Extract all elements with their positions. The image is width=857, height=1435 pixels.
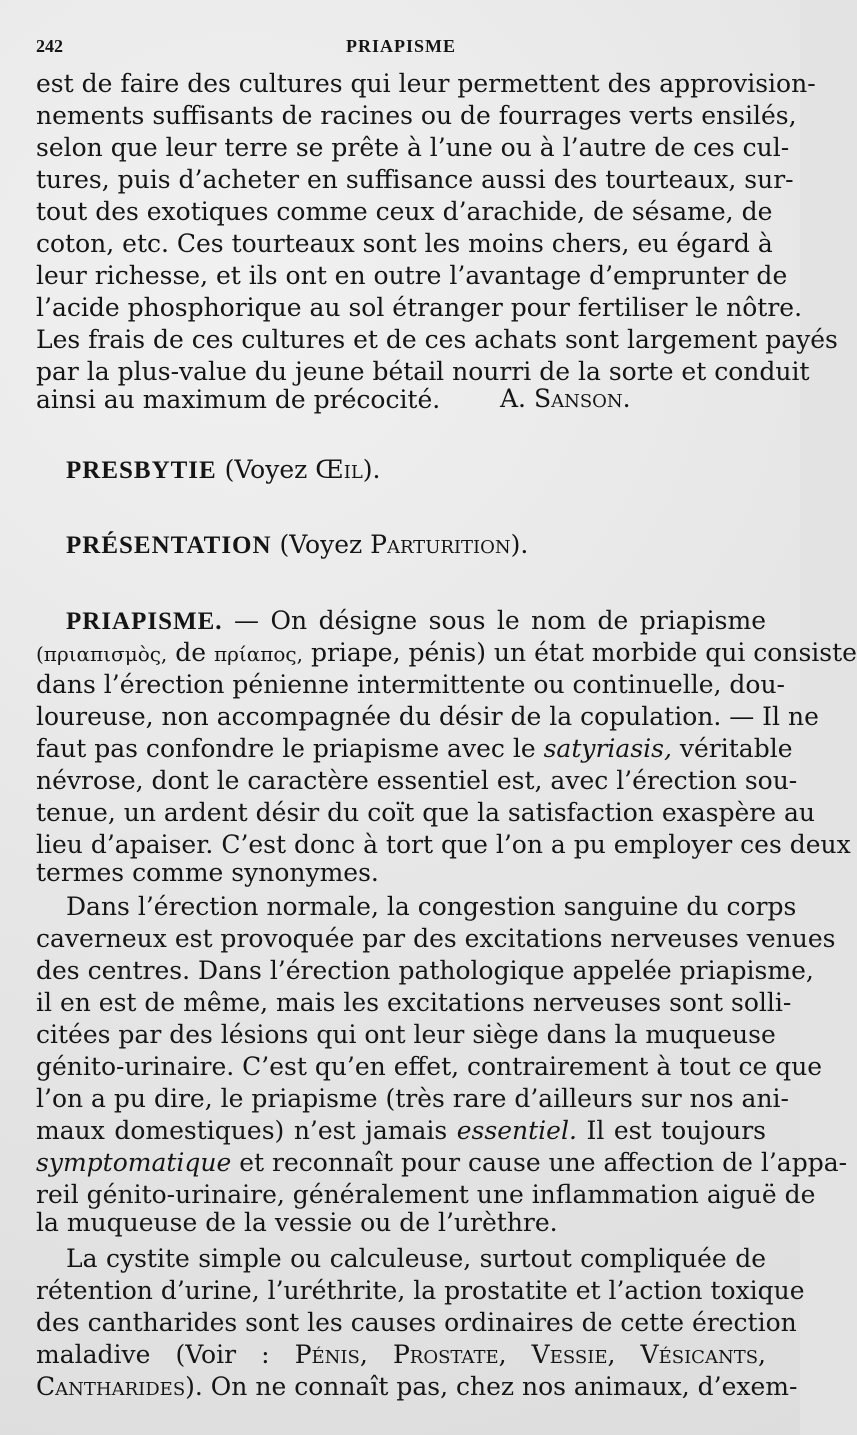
- text-line: génito-urinaire. C’est qu’en effet, contrairement à tout ce que: [36, 1052, 823, 1081]
- text-span: priape, pénis) un état morbide qui consiste: [303, 638, 857, 667]
- text-span: — On désigne sous le nom de priapisme: [222, 606, 766, 635]
- text-span: maladive (Voir :: [36, 1340, 295, 1369]
- greek-term: (πριαπισμὸς,: [36, 642, 168, 666]
- text-line: termes comme synonymes.: [36, 858, 379, 887]
- text-span: véritable: [671, 734, 793, 763]
- text-span: Il est toujours: [576, 1116, 766, 1145]
- italic-term: essentiel.: [456, 1116, 577, 1145]
- text-line: l’acide phosphorique au sol étranger pour fertiliser le nôtre.: [36, 293, 803, 322]
- text-line: lieu d’apaiser. C’est donc à tort que l’on a pu employer ces deux: [36, 830, 851, 859]
- text-line: des centres. Dans l’érection pathologique appelée priapisme,: [36, 956, 814, 985]
- author-signature: A. Sanson.: [500, 384, 631, 413]
- text-line: par la plus-value du jeune bétail nourri de la sorte et conduit: [36, 357, 810, 386]
- see-suffix: ).: [362, 455, 381, 484]
- see-target: Œil: [315, 455, 363, 484]
- text-span: faut pas confondre le priapisme avec le: [36, 734, 544, 763]
- text-span: de: [167, 638, 214, 667]
- entry-headword: PRÉSENTATION: [66, 532, 272, 559]
- running-title: PRIAPISME: [345, 36, 456, 56]
- see-target: Parturition: [370, 530, 511, 559]
- text-line: Les frais de ces cultures et de ces achats sont largement payés: [36, 325, 838, 354]
- text-line: tenue, un ardent désir du coït que la satisfaction exaspère au: [36, 798, 815, 827]
- italic-term: symptomatique: [36, 1148, 232, 1177]
- text-line: leur richesse, et ils ont en outre l’avantage d’emprunter de: [36, 261, 788, 290]
- text-line: reil génito-urinaire, généralement une inflammation aiguë de: [36, 1180, 816, 1209]
- text-span: et reconnaît pour cause une affection de l’appa-: [231, 1148, 848, 1177]
- see-prefix: (Voyez: [279, 530, 371, 559]
- text-line: la muqueuse de la vessie ou de l’urèthre.: [36, 1208, 558, 1237]
- entry-presbytie: [66, 455, 380, 485]
- see-prefix: (Voyez: [224, 455, 316, 484]
- text-line: [36, 1147, 848, 1179]
- cross-reference: Pénis,: [294, 1340, 368, 1369]
- article-first-line: [66, 605, 766, 637]
- text-line: des cantharides sont les causes ordinaires de cette érection: [36, 1308, 797, 1337]
- cross-reference: Cantharides: [36, 1372, 186, 1401]
- text-line: [36, 1115, 766, 1147]
- text-line: dans l’érection pénienne intermittente ou continuelle, dou-: [36, 670, 785, 699]
- text-span: maux domestiques) n’est jamais: [36, 1116, 457, 1145]
- text-line: tout des exotiques comme ceux d’arachide, de sésame, de: [36, 197, 773, 226]
- text-line: La cystite simple ou calculeuse, surtout compliquée de: [66, 1244, 766, 1273]
- text-span: ). On ne connaît pas, chez nos animaux, d’exem-: [185, 1372, 798, 1401]
- etymology-line: [36, 637, 857, 669]
- text-line: [36, 733, 793, 765]
- text-line: caverneux est provoquée par des excitations nerveuses venues: [36, 924, 836, 953]
- see-suffix: ).: [510, 530, 529, 559]
- greek-term: πρίαπος,: [214, 642, 303, 666]
- text-line: névrose, dont le caractère essentiel est, avec l’érection sou-: [36, 766, 798, 795]
- text-line: tures, puis d’acheter en suffisance aussi des tourteaux, sur-: [36, 165, 794, 194]
- italic-term: satyriasis,: [543, 734, 672, 763]
- entry-presentation: [66, 530, 528, 560]
- text-line: l’on a pu dire, le priapisme (très rare d’ailleurs sur nos ani-: [36, 1084, 789, 1113]
- text-line: ainsi au maximum de précocité.: [36, 385, 441, 414]
- cross-reference-line: [36, 1339, 766, 1371]
- cross-reference: Vessie,: [531, 1340, 616, 1369]
- article-headword: PRIAPISME.: [66, 608, 223, 635]
- text-line: il en est de même, mais les excitations nerveuses sont solli-: [36, 988, 792, 1017]
- text-line: coton, etc. Ces tourteaux sont les moins chers, eu égard à: [36, 229, 773, 258]
- entry-headword: PRESBYTIE: [66, 457, 217, 484]
- text-line: selon que leur terre se prête à l’une ou à l’autre de ces cul-: [36, 133, 790, 162]
- cross-reference: Prostate,: [392, 1340, 507, 1369]
- page-number: 242: [36, 36, 63, 56]
- cross-reference: Vésicants,: [640, 1340, 766, 1369]
- text-line: loureuse, non accompagnée du désir de la copulation. — Il ne: [36, 702, 819, 731]
- text-line: nements suffisants de racines ou de fourrages verts ensilés,: [36, 101, 797, 130]
- text-line: citées par des lésions qui ont leur siège dans la muqueuse: [36, 1020, 776, 1049]
- page-header: [36, 32, 766, 60]
- text-line: rétention d’urine, l’uréthrite, la prostatite et l’action toxique: [36, 1276, 805, 1305]
- text-line: [36, 1371, 798, 1403]
- text-line: est de faire des cultures qui leur permettent des approvision-: [36, 69, 816, 98]
- text-line: Dans l’érection normale, la congestion sanguine du corps: [66, 892, 797, 921]
